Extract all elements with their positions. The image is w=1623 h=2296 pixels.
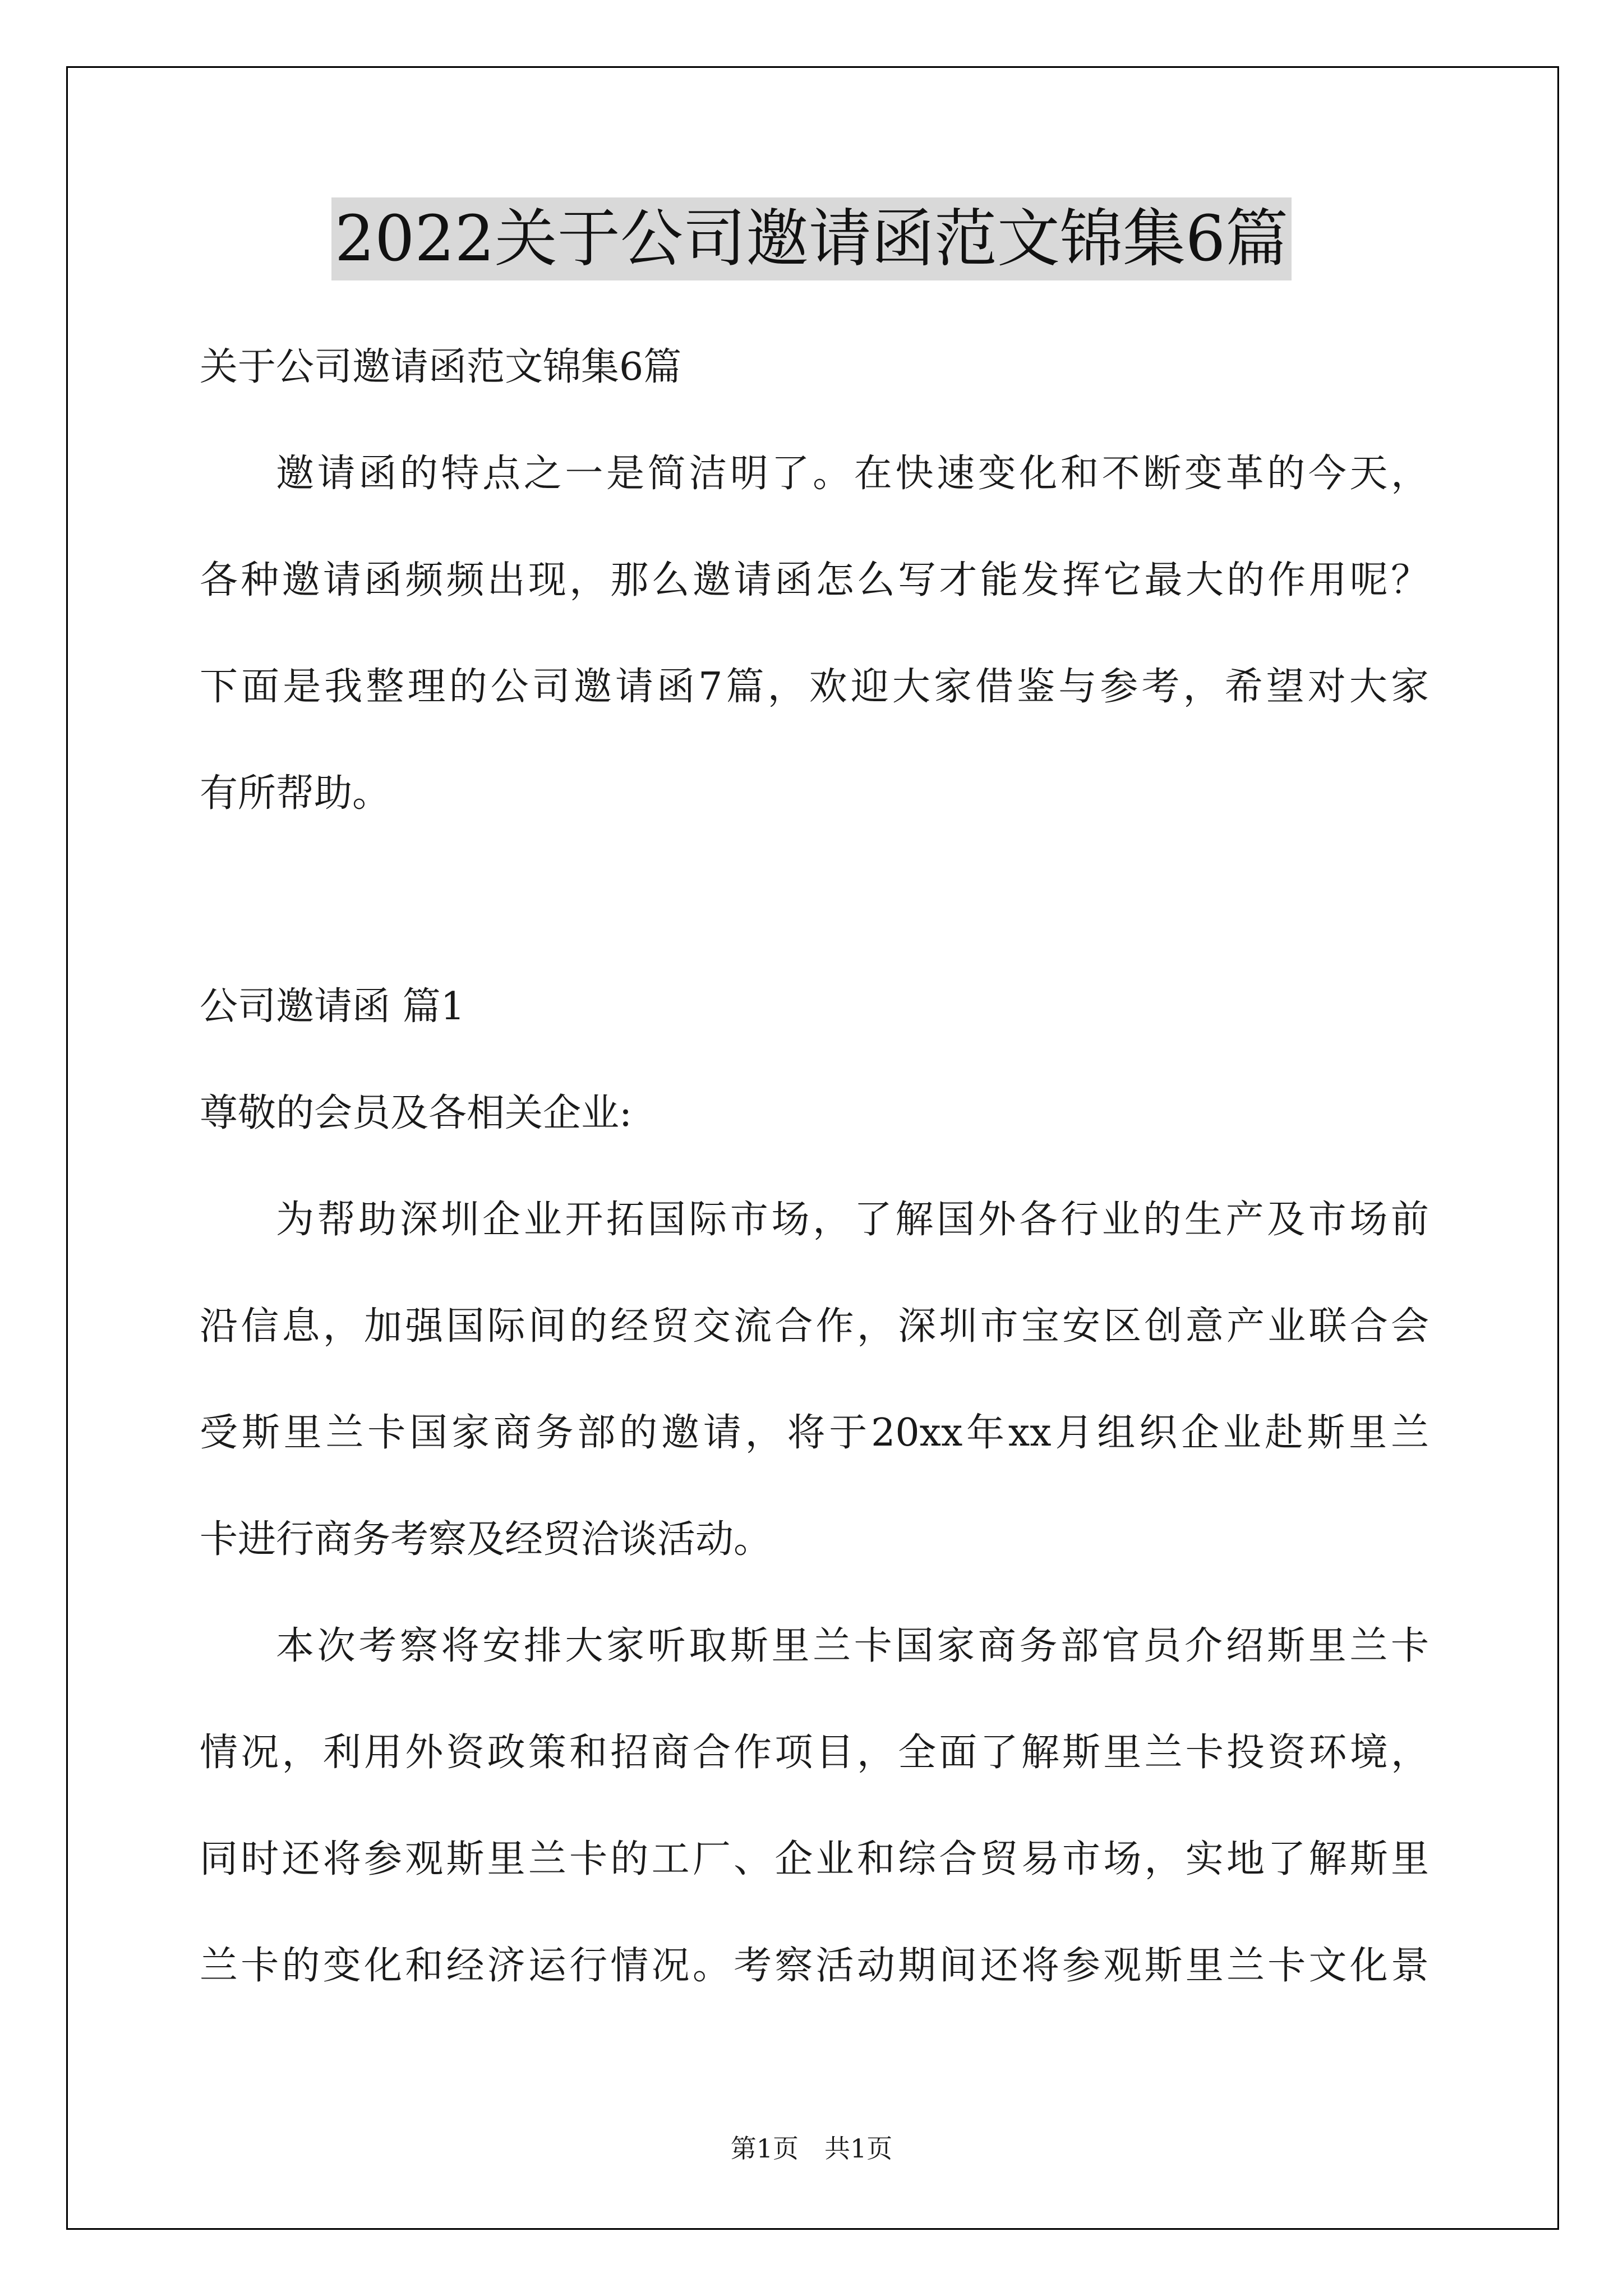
document-body (200, 314, 1429, 2019)
paragraph-line: 沿信息，加强国际间的经贸交流合作，深圳市宝安区创意产业联合会 (200, 1304, 1429, 1349)
intro-line: 各种邀请函频频出现，那么邀请函怎么写才能发挥它最大的作用呢？ (200, 558, 1429, 602)
document-subtitle: 关于公司邀请函范文锦集6篇 (200, 345, 682, 389)
document-title: 2022关于公司邀请函范文锦集6篇 (331, 197, 1292, 280)
intro-line: 邀请函的特点之一是简洁明了。在快速变化和不断变革的今天， (276, 452, 1429, 496)
paragraph-line: 受斯里兰卡国家商务部的邀请，将于20xx年xx月组织企业赴斯里兰 (200, 1411, 1429, 1455)
intro-line: 有所帮助。 (200, 771, 391, 816)
section-heading: 公司邀请函 篇1 (200, 984, 465, 1029)
salutation: 尊敬的会员及各相关企业: (200, 1091, 632, 1135)
title-container (0, 197, 1623, 280)
paragraph-line: 本次考察将安排大家听取斯里兰卡国家商务部官员介绍斯里兰卡 (276, 1624, 1429, 1668)
section-spacer (200, 847, 1429, 954)
paragraph-line: 兰卡的变化和经济运行情况。考察活动期间还将参观斯里兰卡文化景 (200, 1944, 1429, 1988)
paragraph-line: 为帮助深圳企业开拓国际市场，了解国外各行业的生产及市场前 (276, 1198, 1429, 1242)
page-footer: 第1页 共1页 (730, 2133, 893, 2164)
paragraph-line: 情况，利用外资政策和招商合作项目，全面了解斯里兰卡投资环境， (200, 1731, 1429, 1775)
intro-line: 下面是我整理的公司邀请函7篇，欢迎大家借鉴与参考，希望对大家 (200, 665, 1429, 709)
paragraph-line: 同时还将参观斯里兰卡的工厂、企业和综合贸易市场，实地了解斯里 (200, 1837, 1429, 1881)
paragraph-line: 卡进行商务考察及经贸洽谈活动。 (200, 1517, 772, 1562)
